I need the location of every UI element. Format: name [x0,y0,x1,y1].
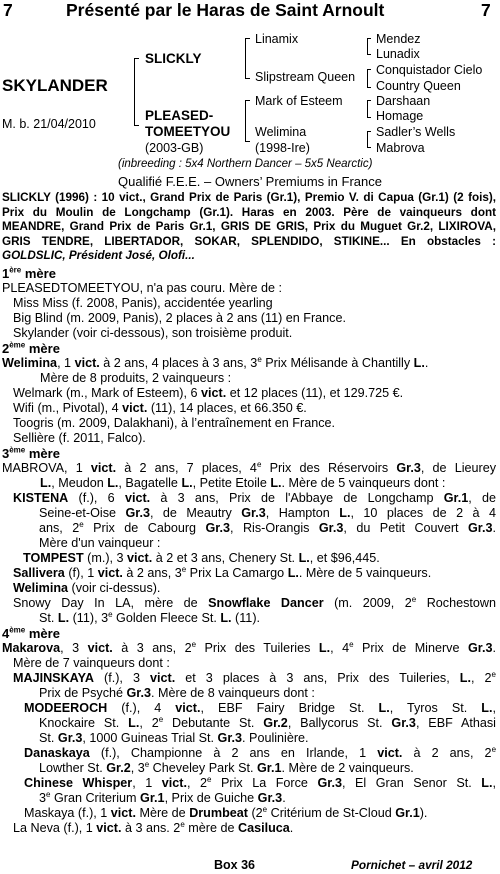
t: , Tyros St. [389,701,482,715]
ssd: Lunadix [376,47,420,61]
t: Debutante St. [163,716,264,730]
gen3-line1 [2,461,496,476]
gen3-num: 3 [2,446,10,461]
lot-number-left: 7 [3,0,13,20]
bracket-main-top [134,58,139,59]
gen3-kistena-1 [2,491,496,506]
t: . [492,641,496,655]
t: Gr.3 [126,686,152,700]
t: , Ballycorus St. [287,716,392,730]
sire-paragraph-obstacles: GOLDSLIC, Président José, Olofi... [2,249,195,263]
gen3-welimina [2,581,496,596]
t: . Mère de 5 vainqueurs. [298,566,432,580]
chinese-whisper-name: Chinese Whisper [24,776,133,790]
gen2-line4 [2,401,496,416]
t: , du Petit Couvert [343,521,468,535]
ddd: Mabrova [376,141,425,155]
gen1-num: 1 [2,266,10,281]
t: St. [39,611,58,625]
welimina-ref: Welimina [13,581,69,595]
t: e [491,744,497,754]
t: e [158,714,164,724]
heading-gen1 [2,266,496,281]
t: Prix La Camargo [186,566,288,580]
t: Gr.3 [391,716,416,730]
t: L. [339,506,351,520]
t: vict. [161,776,187,790]
gen4-danaskaya-2 [2,761,496,776]
t: . [289,821,294,835]
t: , de Meautry [149,506,242,520]
casiluca-name: Casiluca [237,821,290,835]
gen2-line5: Toogris (m. 2009, Dalakhani), à l’entraînement en France. [13,416,336,430]
t: , [492,701,496,715]
bracket-sd-bottom [367,87,371,88]
family-section [2,266,496,836]
sale-place-date: Pornichet – avril 2012 [351,858,473,872]
t: vict. [122,401,148,415]
bracket-ds [367,100,368,118]
bracket-dd [367,131,368,148]
gen1-label: mère [21,266,56,281]
t: L. [57,611,70,625]
sallivera-name: Sallivera [13,566,65,580]
t: e [191,639,197,649]
gen4-modeeroch-3 [2,731,496,746]
gen2-name: Welimina [2,356,58,370]
gen4-chinese-2 [2,791,496,806]
t: vict. [97,566,123,580]
sire-name: SLICKLY [145,51,202,66]
bracket-ss [367,38,368,55]
t: , 2 [470,671,492,685]
t: Prix des Tuileries [196,641,319,655]
t: , Bagatelle [118,476,182,490]
t: , 3 [60,641,88,655]
t: Rochestown [416,596,496,610]
gen4-label: mère [25,626,60,641]
gen2-num: 2 [2,341,10,356]
t: Maskaya (f.), 1 [24,806,111,820]
dam-name-line2: TOMEETYOU [145,124,231,139]
t: Gr.3 [467,641,493,655]
dam-dam-line1: Welimina [255,125,307,139]
makarova-name: Makarova [2,641,61,655]
bracket-sire [245,38,246,79]
gen4-laneva [2,821,496,836]
gen3-tompest [2,551,496,566]
t: Gr.3 [205,521,231,535]
t: Prix de Psyché [39,686,127,700]
t: . [492,521,496,535]
t: Golden Fleece St. [112,611,221,625]
majinskaya-name: MAJINSKAYA [13,671,94,685]
t: mère de [184,821,238,835]
gen4-chinese-1 [2,776,496,791]
t: 3 [39,791,47,805]
t: , 2 [186,776,207,790]
sire-dam: Slipstream Queen [255,70,356,84]
gen1-line4: Skylander (voir ci-dessous), son troisième produit. [13,326,293,340]
t: vict. [175,701,201,715]
gen2-line6: Sellière (f. 2011, Falco). [13,431,146,445]
t: L. [481,701,493,715]
t: , Meudon [51,476,108,490]
t: L. [107,476,119,490]
t: à 3 ans, Prix de l'Abbaye de Longchamp [150,491,444,505]
gen4-majinskaya-1 [2,671,496,686]
t: Prix de Cabourg [83,521,206,535]
t: à 2 ans, 2 [402,746,492,760]
t: à 2 ans, 7 places, 4 [116,461,257,475]
t: Gr.3 [317,776,342,790]
gen4-modeeroch-1 [2,701,496,716]
t: L. [378,701,390,715]
t: Mère de [135,806,190,820]
t: et 3 places à 3 ans, Prix des Tuileries, [175,671,460,685]
t: (f.), 3 [93,671,150,685]
t: e [256,459,262,469]
t: L. [318,641,331,655]
t: Welmark (m., Mark of Esteem), 6 [13,386,202,400]
gen4-sup: ème [9,625,26,635]
t: , [492,776,496,790]
t: , EBF Fairy Bridge St. [200,701,379,715]
t: L. [270,476,282,490]
t: . Mère de 5 vainqueurs dont : [281,476,446,490]
t: Gr.3 [467,521,493,535]
t: L. [481,776,493,790]
bracket-ss-bottom [367,54,371,55]
gen4-num: 4 [2,626,10,641]
bracket-dd-top [367,131,371,132]
t: , de Lieurey [420,461,497,475]
gen4-line1 [2,641,496,656]
dam-dam-line2: (1998-Ire) [255,141,310,155]
t: . [424,356,429,370]
t: (11), 3 [69,611,109,625]
gen2-line2: Mère de 8 produits, 2 vainqueurs : [40,371,232,385]
t: e [46,789,51,799]
t: L. [413,356,425,370]
t: . Mère de 2 vainqueurs. [281,761,414,775]
dss: Darshaan [376,94,431,108]
t: Gr.1 [256,761,282,775]
t: (voir ci-dessus). [68,581,161,595]
gen1-sup: ère [9,265,22,275]
gen4-maskaya [2,806,496,821]
bracket-ds-bottom [367,117,371,118]
sire-paragraph-text: SLICKLY (1996) : 10 vict., Grand Prix de Paris (Gr.1), Premio V. di Capua (Gr.1) (2 fois), Prix du Moulin de Longchamp (Gr.1). Haras en 2003. Père de vainqueurs dont MEANDRE, Grand Prix de Paris Gr.1, GRIS DE GRIS, Prix du Muguet Gr.2, LIXIROVA, GRIS TENDRE, LIBERTADOR, SOKAR, SPLENDIDO, STIKINE... En obstacles : [2,191,496,248]
dam-name-line1: PLEASED- [145,108,214,123]
t: e [79,519,84,529]
t: Gr.3 [396,461,421,475]
t: Prix La Force [211,776,318,790]
t: Critérium de St-Cloud [267,806,396,820]
t: e [349,639,354,649]
dam-birth: (2003-GB) [145,141,204,155]
gen3-label: mère [25,446,60,461]
t: L. [40,476,52,490]
bracket-main [134,58,135,126]
bracket-dam-top [245,100,250,101]
t: vict. [127,551,153,565]
t: , Prix de Guiche [164,791,258,805]
t: e [108,609,113,619]
t: Prix Mélisande à Chantilly [261,356,414,370]
gen3-sallivera [2,566,496,581]
qualification-line: Qualifié F.E.E. – Owners’ Premiums in France [118,174,382,189]
t: ans, 2 [39,521,80,535]
t: Knockaire St. [39,716,129,730]
t: Gr.1 [443,491,469,505]
tompest-name: TOMPEST [23,551,84,565]
t: . [282,791,286,805]
modeeroch-name: MODEEROCH [24,701,108,715]
t: , et $96,445. [309,551,380,565]
bracket-sd-top [367,69,371,70]
bracket-sd [367,69,368,88]
gen3-sup: ème [9,445,26,455]
gen3-line2 [2,476,496,491]
t: ). [419,806,428,820]
t: Gr.2 [106,761,131,775]
t: vict. [110,806,136,820]
t: vict. [150,671,176,685]
kistena-name: KISTENA [13,491,69,505]
t: , 2 [139,716,159,730]
t: vict. [74,356,100,370]
bracket-ss-top [367,38,371,39]
t: Snowy Day In LA, mère de [13,596,209,610]
bracket-sire-bottom [245,78,250,79]
t: vict. [377,746,403,760]
t: MABROVA, 1 [2,461,91,475]
gen1-line3: Big Blind (m. 2009, Panis), 2 places à 2 ans (11) en France. [13,311,346,325]
heading-gen2 [2,341,496,356]
t: vict. [90,461,117,475]
t: Cheveley Park St. [149,761,257,775]
bracket-main-bottom [134,125,139,126]
bracket-ds-top [367,100,371,101]
t: . Mère de 8 vainqueurs dont : [151,686,315,700]
t: (f.), 6 [68,491,125,505]
gen4-danaskaya-1 [2,746,496,761]
t: St. [39,731,58,745]
t: à 2 ans, 4 places à 3 ans, 3 [99,356,258,370]
gen2-sup: ème [9,340,26,350]
t: L. [128,716,140,730]
t: Gr.3 [57,731,83,745]
bracket-dam [245,100,246,142]
t: L. [287,566,299,580]
t: , 3 [130,761,145,775]
t: Lowther St. [39,761,107,775]
t: e [257,354,262,364]
t: e [491,669,496,679]
gen2-line1 [2,356,496,371]
gen4-majinskaya-2 [2,686,496,701]
t: , 4 [330,641,350,655]
t: à 3 ans. 2 [121,821,181,835]
heading-gen3 [2,446,496,461]
t: Prix des Réservoirs [261,461,397,475]
t: (f.), Championne à 2 ans en Irlande, 1 [89,746,378,760]
gen3-kistena-4: Mère d'un vainqueur : [39,536,161,550]
t: e [181,564,187,574]
horse-info: M. b. 21/04/2010 [2,117,96,131]
sds: Conquistador Cielo [376,63,483,77]
t: Gr.3 [257,791,283,805]
sire-paragraph [2,191,496,264]
t: , Petite Etoile [192,476,271,490]
t: à 3 ans, 2 [112,641,192,655]
bracket-dam-bottom [245,141,250,142]
dam-sire: Mark of Esteem [255,94,343,108]
t: (11). [231,611,261,625]
t: vict. [87,641,113,655]
t: à 2 et 3 ans, Chenery St. [152,551,299,565]
t: , Hampton [265,506,340,520]
t: vict. [96,821,122,835]
page-title: Présenté par le Haras de Saint Arnoult [66,0,385,20]
t: Prix de Minerve [353,641,468,655]
gen1-line1: PLEASEDTOMEETYOU, n'a pas couru. Mère de : [2,281,283,295]
t: , Ris-Orangis [230,521,319,535]
t: Gr.1 [140,791,165,805]
t: Gr.3 [217,731,243,745]
t: , EBF Athasi [415,716,496,730]
t: , 1 [132,776,162,790]
sire-sire: Linamix [255,32,299,46]
t: e [180,819,185,829]
gen3-kistena-3 [2,521,496,536]
inbreeding-note: (inbreeding : 5x4 Northern Dancer – 5x5 Nearctic) [118,158,373,170]
t: Gran Criterium [50,791,141,805]
t: (f.), 4 [107,701,176,715]
snowflake-name: Snowflake Dancer [208,596,324,610]
t: (m. 2009, 2 [323,596,412,610]
t: Gr.3 [125,506,150,520]
t: , 1000 Guineas Trial St. [82,731,218,745]
drumbeat-name: Drumbeat [189,806,248,820]
t: , 1 [57,356,75,370]
t: Seine-et-Oise [39,506,126,520]
lot-number-right: 7 [481,0,491,20]
gen3-kistena-2 [2,506,496,521]
sss: Mendez [376,32,421,46]
dsd: Homage [376,109,424,123]
t: vict. [124,491,151,505]
t: (2 [247,806,263,820]
horse-name: SKYLANDER [2,76,108,95]
gen4-modeeroch-2 [2,716,496,731]
t: La Neva (f.), 1 [13,821,97,835]
t: Gr.3 [241,506,266,520]
t: L. [220,611,232,625]
gen3-snowy-2 [2,611,496,626]
bracket-dd-bottom [367,147,371,148]
t: . Poulinière. [242,731,309,745]
t: e [411,594,417,604]
t: L. [459,671,471,685]
t: Gr.2 [263,716,288,730]
t: e [262,804,268,814]
box-number: Box 36 [214,858,255,872]
t: e [207,774,212,784]
gen1-line2: Miss Miss (f. 2008, Panis), accidentée yearling [13,296,273,310]
gen2-line3 [2,386,496,401]
dds: Sadler’s Wells [376,125,456,139]
t: , 10 places de 2 à 4 [350,506,496,520]
t: à 2 ans, 3 [122,566,182,580]
t: , de [468,491,496,505]
t: e [144,759,150,769]
gen2-label: mère [25,341,60,356]
danaskaya-name: Danaskaya [24,746,90,760]
t: Gr.3 [318,521,344,535]
t: Wifi (m., Pivotal), 4 [13,401,123,415]
sdd: Country Queen [376,79,461,93]
t: vict. [201,386,227,400]
t: et 12 places (11), et 129.725 €. [226,386,404,400]
t: Gr.1 [395,806,420,820]
t: L. [181,476,193,490]
gen3-snowy-1 [2,596,496,611]
t: L. [298,551,310,565]
heading-gen4 [2,626,496,641]
t: (11), 14 places, et 66.350 €. [147,401,307,415]
t: , El Gran Senor St. [341,776,482,790]
bracket-sire-top [245,38,250,39]
t: (m.), 3 [83,551,128,565]
t: (f), 1 [64,566,98,580]
gen4-line2: Mère de 7 vainqueurs dont : [13,656,170,670]
